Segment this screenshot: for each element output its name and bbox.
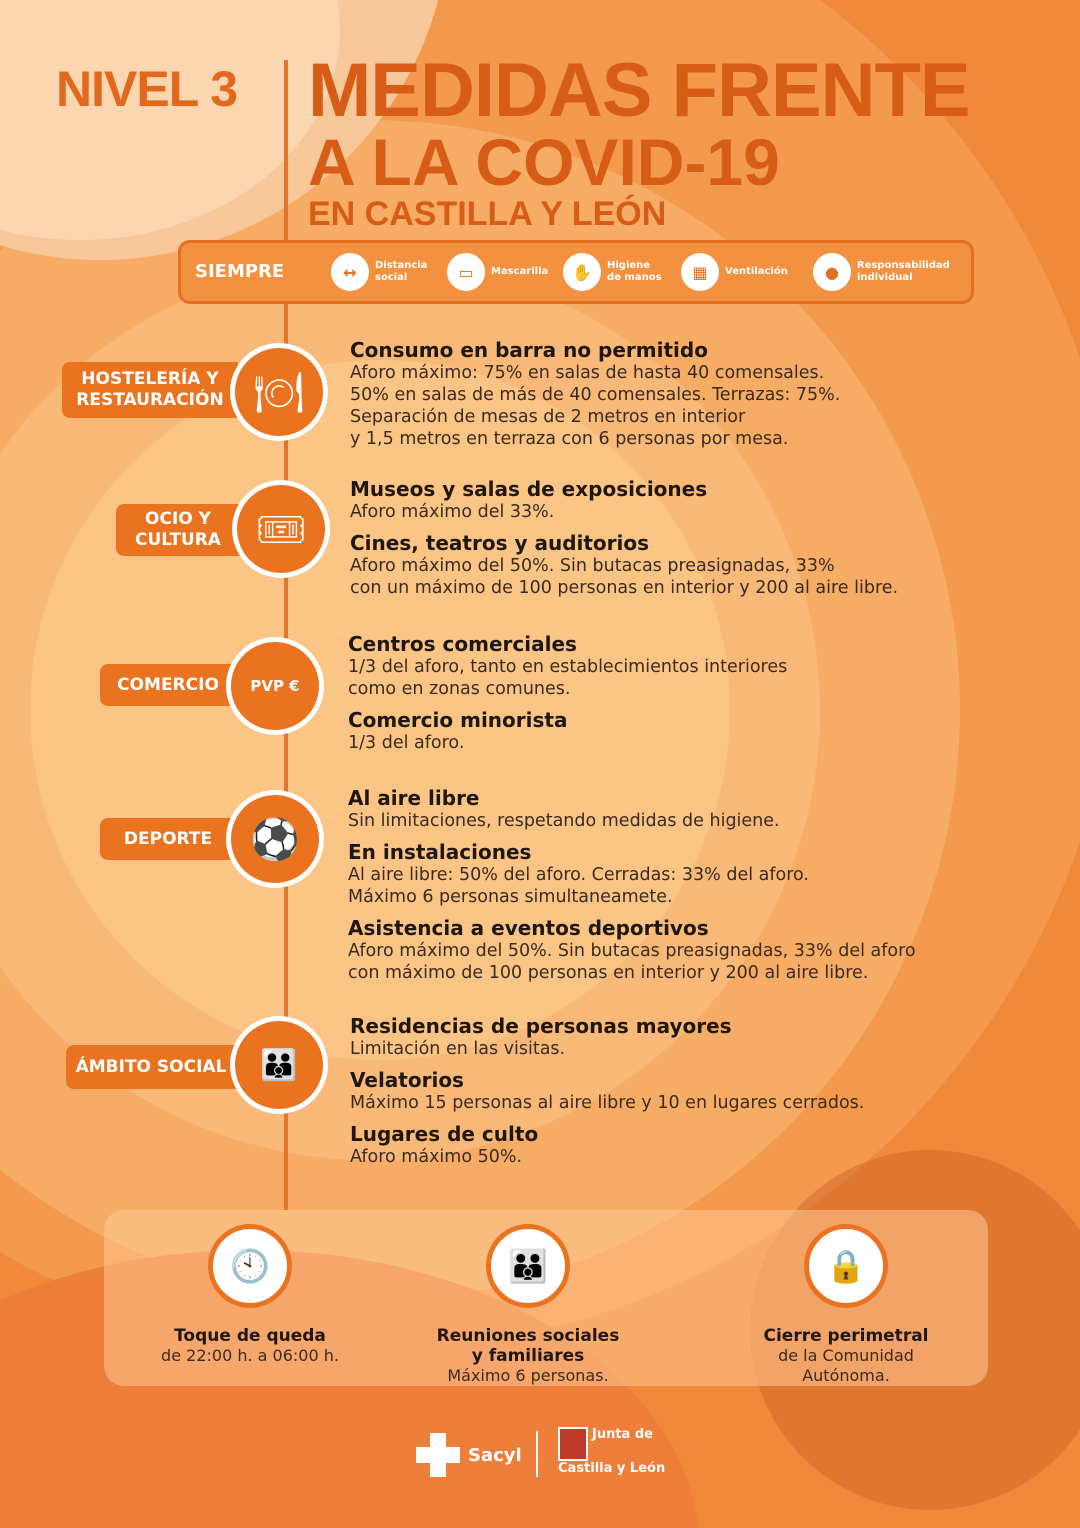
measures-deporte (348, 786, 916, 984)
title-line-1: MEDIDAS FRENTE (308, 48, 970, 133)
lock-icon: 🔒 (804, 1224, 888, 1308)
siempre-item (681, 252, 788, 292)
title-line-2: A LA COVID-19 (308, 124, 780, 199)
page-title (308, 48, 970, 233)
measure-title: Comercio minorista (348, 708, 568, 732)
logo-divider (536, 1431, 538, 1477)
footer-logos (416, 1425, 676, 1485)
siempre-item-label: Distancia social (375, 260, 428, 283)
measure-text: 1/3 del aforo, tanto en establecimientos interiores como en zonas comunes. (348, 657, 788, 699)
measures-comercio (348, 632, 787, 754)
measure-text: Aforo máximo 50%. (350, 1147, 523, 1167)
junta-line-2: Castilla y León (558, 1461, 666, 1476)
bottom-item-text: Máximo 6 personas. (447, 1366, 609, 1385)
distance-icon: ↔ (331, 253, 369, 291)
ventilation-icon: ▦ (681, 253, 719, 291)
measures-social (350, 1014, 864, 1168)
bottom-item-meetings (408, 1224, 648, 1386)
price-tag-icon: PVP € (226, 637, 324, 735)
measure-text: Sin limitaciones, respetando medidas de higiene. (348, 811, 780, 831)
measure-text: Limitación en las visitas. (350, 1039, 566, 1059)
measure-text: Aforo máximo del 50%. Sin butacas preasignadas, 33% del aforo con máximo de 100 personas en interior y 200 al aire libre. (348, 941, 916, 983)
cross-icon (416, 1433, 460, 1477)
measures-hosteleria (350, 338, 840, 450)
siempre-item-label: Higiene de manos (607, 260, 662, 283)
measure-text: 1/3 del aforo. (348, 733, 465, 753)
measure-title: Cines, teatros y auditorios (350, 531, 650, 555)
measure-title: Centros comerciales (348, 632, 577, 656)
bottom-panel (104, 1210, 988, 1386)
subtitle: EN CASTILLA Y LEÓN (308, 194, 667, 233)
sacyl-label: Sacyl (468, 1444, 522, 1466)
measure-text: Máximo 15 personas al aire libre y 10 en lugares cerrados. (350, 1093, 865, 1113)
shield-icon (558, 1427, 588, 1461)
bottom-item-title: Reuniones sociales y familiares (436, 1326, 620, 1366)
measure-text: Aforo máximo del 50%. Sin butacas preasignadas, 33% con un máximo de 100 personas en interior y 200 al aire libre. (350, 556, 899, 598)
siempre-item (447, 252, 548, 292)
junta-logo (558, 1427, 665, 1476)
siempre-item-label: Responsabilidad individual (857, 260, 950, 283)
measure-title: Consumo en barra no permitido (350, 338, 708, 362)
mask-icon: ▭ (447, 253, 485, 291)
measure-title: Museos y salas de exposiciones (350, 477, 708, 501)
category-label: OCIO Y CULTURA (116, 504, 240, 556)
siempre-item-label: Mascarilla (491, 266, 549, 277)
measure-title: Velatorios (350, 1068, 464, 1092)
group-icon: 👪 (486, 1224, 570, 1308)
category-label: HOSTELERÍA Y RESTAURACIÓN (62, 362, 238, 418)
level-label: NIVEL 3 (56, 61, 238, 117)
person-icon: ● (813, 253, 851, 291)
measure-title: Asistencia a eventos deportivos (348, 916, 709, 940)
siempre-bar (178, 240, 974, 304)
siempre-item (813, 252, 950, 292)
soccer-ball-icon: ⚽ (226, 790, 324, 888)
bottom-item-perimeter (726, 1224, 966, 1386)
hand-hygiene-icon: ✋ (563, 253, 601, 291)
measure-title: Al aire libre (348, 786, 480, 810)
bottom-item-title: Toque de queda (174, 1326, 326, 1346)
category-label: DEPORTE (100, 818, 236, 860)
people-icon: 👪 (230, 1016, 328, 1114)
bottom-item-text: de la Comunidad Autónoma. (778, 1346, 914, 1385)
clock-icon: 🕙 (208, 1224, 292, 1308)
measure-text: Aforo máximo: 75% en salas de hasta 40 comensales. 50% en salas de más de 40 comensales. Terrazas: 75%. Separación de mesas de 2 metros en interior y 1,5 metros en terraza con 6 personas por mesa. (350, 363, 841, 449)
bottom-item-curfew (130, 1224, 370, 1366)
bottom-item-text: de 22:00 h. a 06:00 h. (161, 1346, 339, 1365)
measure-title: En instalaciones (348, 840, 532, 864)
measures-ocio (350, 477, 898, 599)
siempre-label: SIEMPRE (195, 261, 285, 282)
measure-title: Lugares de culto (350, 1122, 539, 1146)
measure-text: Aforo máximo del 33%. (350, 502, 555, 522)
category-label: COMERCIO (100, 664, 236, 706)
siempre-item (331, 252, 427, 292)
dining-icon: 🍽 (230, 343, 328, 441)
bottom-item-title: Cierre perimetral (763, 1326, 929, 1346)
sacyl-logo (416, 1433, 522, 1477)
measure-title: Residencias de personas mayores (350, 1014, 732, 1038)
siempre-item (563, 252, 662, 292)
junta-line-1: Junta de (592, 1427, 653, 1442)
siempre-item-label: Ventilación (725, 266, 788, 277)
category-label: ÁMBITO SOCIAL (66, 1045, 236, 1089)
tickets-icon: 🎟 (232, 480, 330, 578)
measure-text: Al aire libre: 50% del aforo. Cerradas: 33% del aforo. Máximo 6 personas simultaneamete. (348, 865, 809, 907)
